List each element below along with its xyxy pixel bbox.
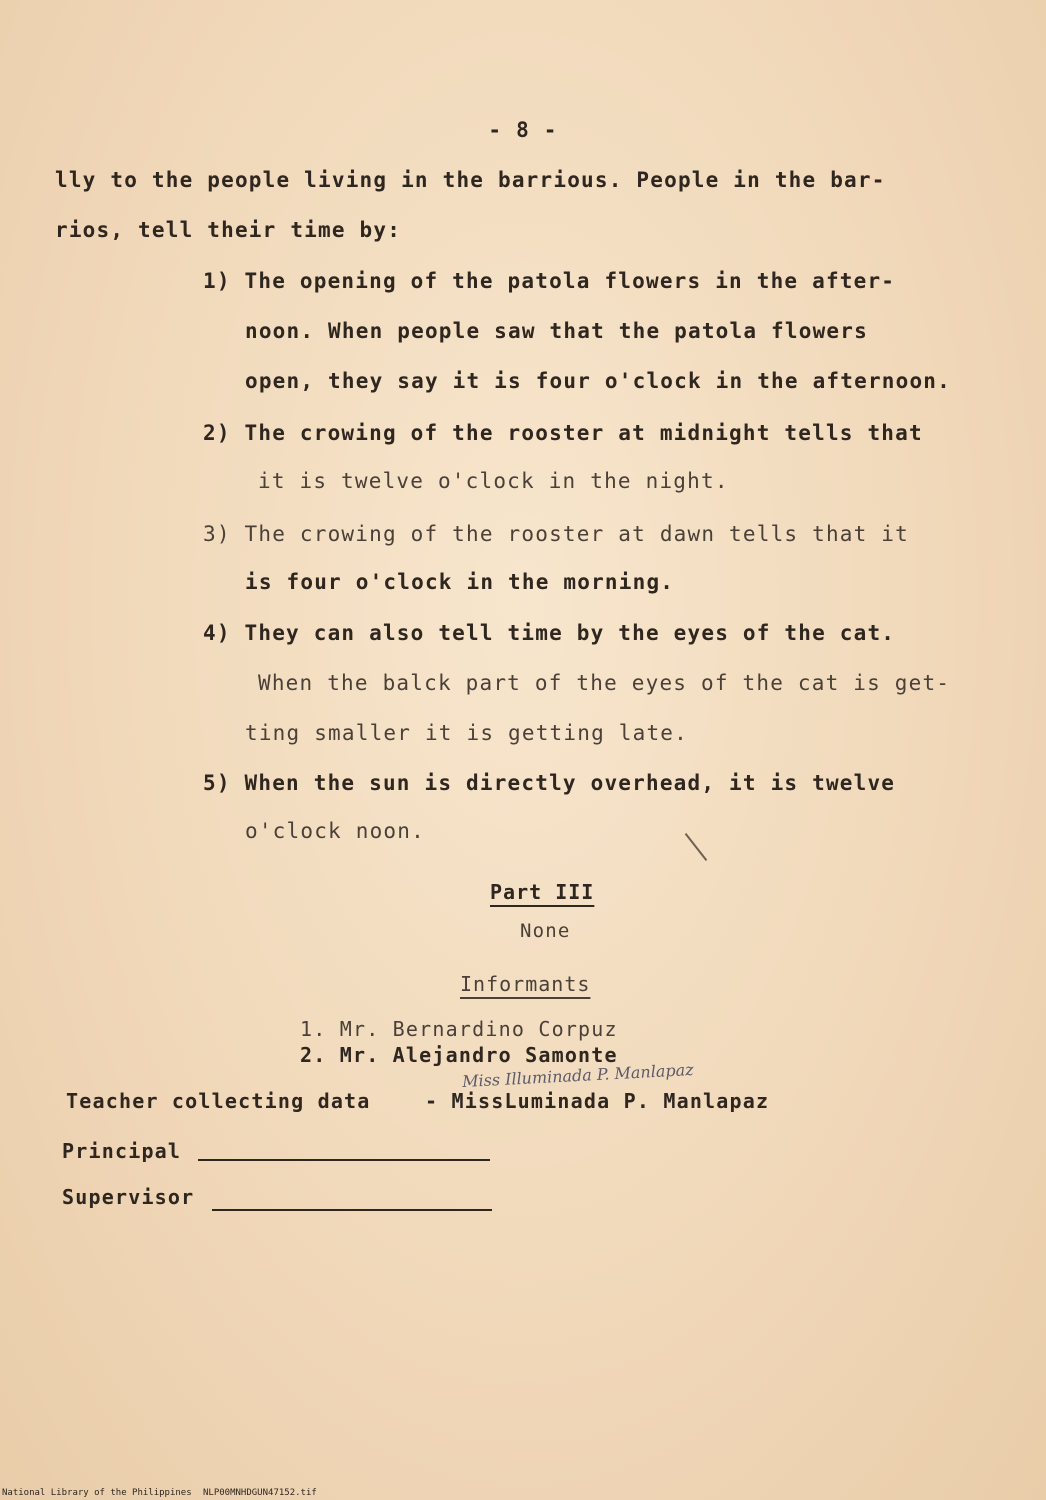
informant-2: 2. Mr. Alejandro Samonte — [300, 1043, 618, 1067]
item-1-line-1: 1) The opening of the patola flowers in the after- — [203, 269, 896, 293]
informants-heading: Informants — [460, 972, 591, 996]
teacher-value: - MissLuminada P. Manlapaz — [425, 1089, 770, 1113]
supervisor-blank-line — [212, 1209, 492, 1211]
principal-label: Principal — [62, 1139, 182, 1163]
intro-line-1: lly to the people living in the barrious. People in the bar- — [55, 168, 886, 192]
item-4-line-3: ting smaller it is getting late. — [245, 721, 688, 745]
footer-source: National Library of the Philippines — [2, 1488, 192, 1498]
supervisor-label: Supervisor — [62, 1185, 195, 1209]
item-1-line-3: open, they say it is four o'clock in the afternoon. — [245, 369, 951, 393]
intro-line-2: rios, tell their time by: — [55, 218, 402, 242]
teacher-label: Teacher collecting data — [66, 1089, 371, 1113]
part-heading: Part III — [490, 880, 595, 904]
item-2-line-2: it is twelve o'clock in the night. — [258, 469, 729, 493]
page-number: - 8 - — [488, 118, 558, 142]
item-5-line-2: o'clock noon. — [245, 819, 425, 843]
item-3-line-1: 3) The crowing of the rooster at dawn tells that it — [203, 522, 909, 546]
item-1-line-2: noon. When people saw that the patola flowers — [245, 319, 868, 343]
teacher-signature: Miss Illuminada P. Manlapaz — [461, 1059, 694, 1092]
part-body: None — [520, 920, 571, 942]
stray-mark — [685, 833, 708, 861]
item-4-line-1: 4) They can also tell time by the eyes of the cat. — [203, 621, 896, 645]
item-4-line-2: When the balck part of the eyes of the cat is get- — [258, 671, 951, 695]
item-2-line-1: 2) The crowing of the rooster at midnight tells that — [203, 421, 923, 445]
item-3-line-2: is four o'clock in the morning. — [245, 570, 675, 594]
item-5-line-1: 5) When the sun is directly overhead, it is twelve — [203, 771, 896, 795]
principal-blank-line — [198, 1159, 490, 1161]
informant-1: 1. Mr. Bernardino Corpuz — [300, 1017, 618, 1041]
footer-filename: NLP00MNHDGUN47152.tif — [203, 1488, 317, 1498]
